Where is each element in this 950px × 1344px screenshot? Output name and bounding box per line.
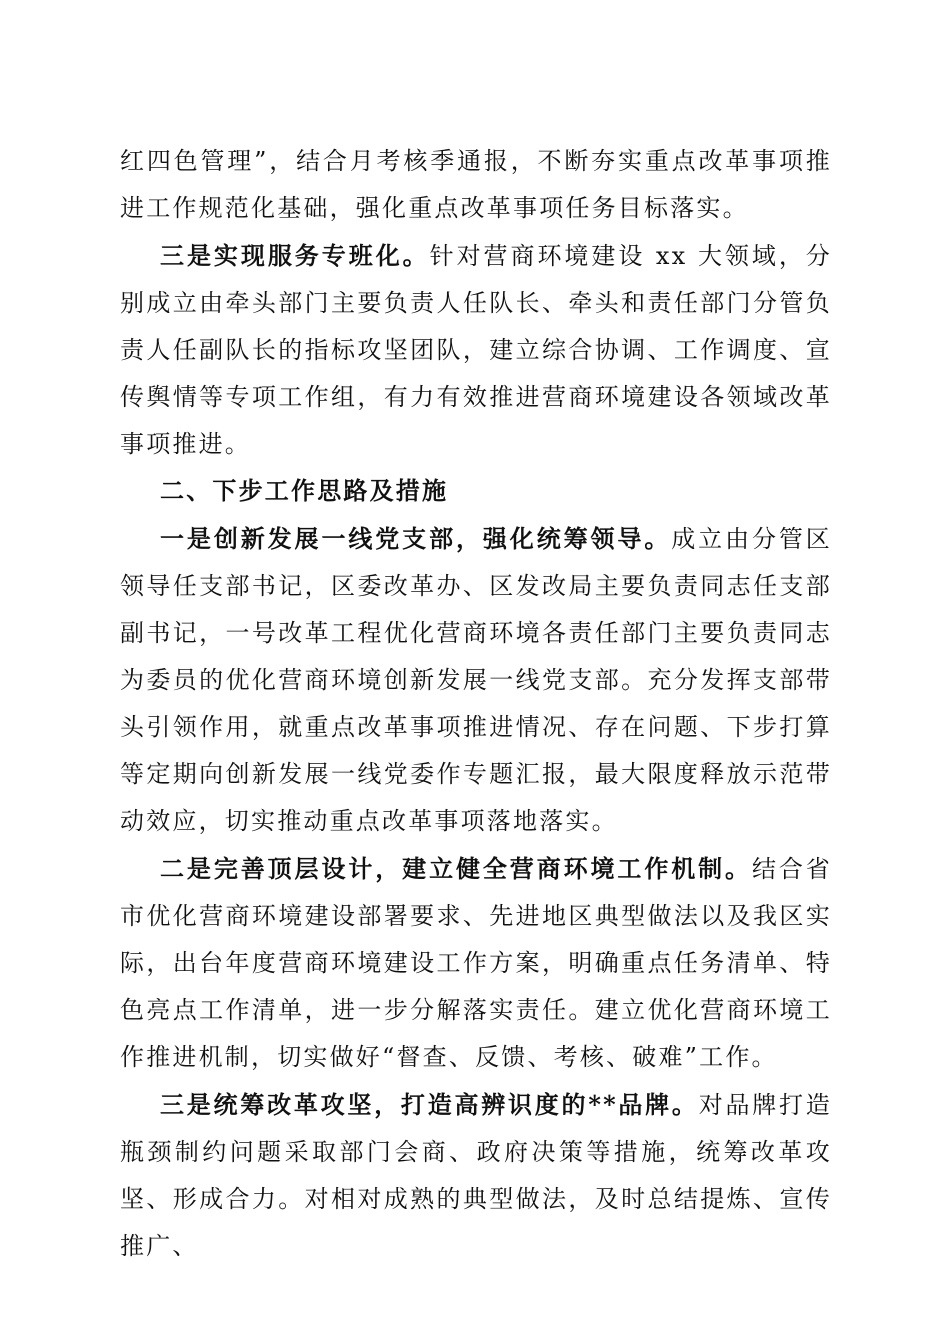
document-body <box>120 138 832 1270</box>
paragraph-party-branch <box>120 515 832 845</box>
paragraph-text: 针对营商环境建设 xx 大领域，分别成立由牵头部门主要负责人任队长、牵头和责任部门分管负责人任副队长的指标攻坚团队，建立综合协调、工作调度、宣传舆情等专项工作组，有力有效推进营商环境建设各领域改革事项推进。 <box>120 242 833 458</box>
paragraph-service-team <box>120 232 832 468</box>
paragraph-lead: 二是完善顶层设计，建立健全营商环境工作机制。 <box>160 854 752 883</box>
paragraph-reform-brand <box>120 1081 832 1270</box>
paragraph-text: 对品牌打造瓶颈制约问题采取部门会商、政府决策等措施，统筹改革攻坚、形成合力。对相对成熟的典型做法，及时总结提炼、宣传推广、 <box>120 1091 832 1260</box>
paragraph-text: 红四色管理”，结合月考核季通报，不断夯实重点改革事项推进工作规范化基础，强化重点改革事项任务目标落实。 <box>120 147 832 222</box>
paragraph-top-level-design <box>120 845 832 1081</box>
section-heading: 二、下步工作思路及措施 <box>160 477 449 505</box>
paragraph-text: 成立由分管区领导任支部书记，区委改革办、区发改局主要负责同志任支部副书记，一号改革工程优化营商环境各责任部门主要负责同志为委员的优化营商环境创新发展一线党支部。充分发挥支部带头引领作用，就重点改革事项推进情况、存在问题、下步打算等定期向创新发展一线党委作专题汇报，最大限度释放示范带动效应，切实推动重点改革事项落地落实。 <box>120 525 832 835</box>
paragraph-lead: 三是实现服务专班化。 <box>160 241 430 270</box>
paragraph-continuation <box>120 138 832 232</box>
paragraph-text: 结合省市优化营商环境建设部署要求、先进地区典型做法以及我区实际，出台年度营商环境建设工作方案，明确重点任务清单、特色亮点工作清单，进一步分解落实责任。建立优化营商环境工作推进机制，切实做好“督查、反馈、考核、破难”工作。 <box>120 855 832 1071</box>
paragraph-lead: 三是统筹改革攻坚，打造高辨识度的**品牌。 <box>160 1090 699 1119</box>
paragraph-lead: 一是创新发展一线党支部，强化统筹领导。 <box>160 524 672 553</box>
